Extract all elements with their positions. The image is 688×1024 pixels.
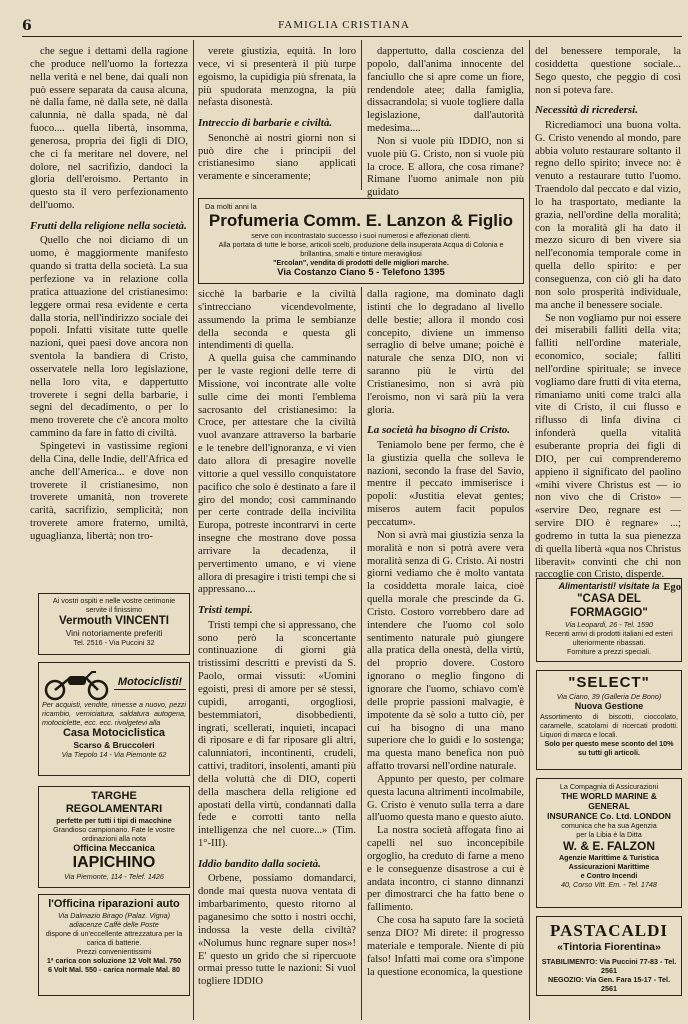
section-heading: La società ha bisogno di Cristo. <box>367 424 511 437</box>
select-ad <box>536 670 682 770</box>
ad-text: Nuova Gestione <box>574 701 644 711</box>
ad-address: Via Piemonte, 114 - Telef. 1426 <box>64 872 164 881</box>
column-divider <box>361 287 362 1020</box>
ad-text: perfette per tutti i tipi di macchine <box>56 816 172 825</box>
paragraph: dappertutto, dalla coscienza del popolo, dall'anima innocente del fanciullo che si apre come un fiore, rendendole atee; dalla famiglia, dissacrandola; si vuole togliere dalla legislazione, dall'autorità medesima.... <box>367 46 524 135</box>
ad-text: Recenti arrivi di prodotti italiani ed esteri ulteriormente ribassati. <box>545 629 673 647</box>
paragraph: A quella guisa che camminando per le vaste regioni delle terre di Missione, voi incontrate alle volte sulle cime dei monti l'emblema sacrosanto del cristianesimo: la Croce, per attestare che la civiltà vuol avanzare attraverso la barbarie e le tenebre dell'ignoranza, e vi vien dato allora di presagire novelle vittorie a quel vessillo conquistatore pacifico che solo è destinato a fare il giro del mondo; così camminando per certe contrade della incivilita Europa, potreste incontrarvi in certe insegne che mostrano dove possa arrivare la decadenza, il pervertimento umano, e vi viene allora di presagire i tristi tempi che si appressano.... <box>198 353 356 596</box>
paragraph: Spingetevi in vastissime regioni della Cina, delle Indie, dell'Africa ed anche dell'America... e dove non troverete il cristianesimo, non troverete umanità, non troverete carità, sacrifizio, semplicità; non troverete amore fraterno, umiltà, uguaglianza, libertà; non tro- <box>30 440 188 542</box>
column-divider <box>361 40 362 190</box>
worldmarine-ad <box>536 778 682 908</box>
header-rule <box>22 36 682 37</box>
ad-text: Vini notoriamente preferiti <box>65 628 163 638</box>
ad-text: Scarso & Bruccoleri <box>73 740 155 750</box>
ad-address: Via Tiepolo 14 - Via Piemonte 62 <box>61 750 167 759</box>
officina-title: l'Officina riparazioni auto <box>48 898 180 910</box>
paragraph: sicchè la barbarie e la civiltà s'intrecciano vicendevolmente, assumendo la prima le sembianze della seconda e questa gli intendimenti di quella. <box>198 289 356 352</box>
pastacaldi-ad <box>536 916 682 996</box>
ad-text: NEGOZIO: Via Gen. Fara 15-17 - Tel. 2561 <box>548 975 670 993</box>
section-heading: Tristi tempi. <box>198 604 253 617</box>
worldmarine-name: THE WORLD MARINE & GENERAL <box>561 791 657 811</box>
paragraph: Che cosa ha saputo fare la società senza DIO? Mi direte: il progresso materiale e temporale. Niente di più falso! Infatti mai come ora s'impone la questione economica, la questione <box>367 915 524 978</box>
ad-intro: Da molti anni la <box>205 202 257 211</box>
paragraph: Se non vogliamo pur noi essere dei miserabili falliti della vita; falliti nell'ordine materiale, economico, sociale; falliti nell'ordine spirituale; se invece vogliamo dare frutti di vita eterna, rimaniamo uniti come tralci alla vite di Cristo, il cui flusso e riflusso di linfa divina ci infonderà quella vitalità esuberante propria dei figli di DIO, per cui comprenderemo appieno il significato del paolino «mihi vivere Christus est — io non vivo che di Cristo» — «servire Deo, regnare est — servire DIO è regnare» ...; godremo in tutta la sua pienezza di quella libertà «qua nos Christus liberavit» convinti che chi non raccoglie con Cristo, disperde. <box>535 312 681 581</box>
paragraph: Quello che noi diciamo di un uomo, è maggiormente manifesto quando si tratta della società. La sua perfezione va in relazione colla pratica attuazione del cristianesimo: leggere ormai resa evidente e certa dalla storia, nell'indirizzo sociale dei popoli. Infatti visitate tutte quelle nazioni, quei paesi dove ancora non sventola la bandiera di Cristo, osservatele nella loro legislazione, nella loro vita, e dappertutto troverete i segni della barbarie, i segni del decadimento, o per lo meno troverete che c'è ancora molto cammino da fare in fatto di civiltà. <box>30 235 188 440</box>
profumeria-name: Profumeria Comm. E. Lanzon & Figlio <box>208 211 514 230</box>
ad-text: Ai vostri ospiti e nelle vostre cerimonie servite il finissimo <box>52 596 176 614</box>
ad-text: Alla portata di tutte le borse, articoli scelti, produzione della insuperata Acqua di Colonia e brillantina, smalti e tinture meravigliosi <box>218 240 504 258</box>
column-divider <box>193 40 194 1020</box>
vermouth-name: Vermouth VINCENTI <box>59 615 169 627</box>
profumeria-ad <box>198 198 524 284</box>
ad-address: 40, Corso Vitt. Em. - Tel. 1748 <box>561 880 657 889</box>
select-name: "SELECT" <box>568 674 650 691</box>
article-column-2-top <box>198 46 356 196</box>
ad-text: Grandioso campionario. Fate le vostre ordinazioni alla nota <box>53 825 175 843</box>
ad-text: e Contro Incendi <box>580 871 638 880</box>
section-heading: Iddio bandito dalla società. <box>198 857 321 870</box>
section-heading: Frutti della religione nella società. <box>30 219 187 232</box>
paragraph: Non si vuole più IDDIO, non si vuole più G. Cristo, non si vuole più la croce. E allora, che cosa rimane? Rimane l'uomo animale non più guidato <box>367 135 524 199</box>
iapichino-name: IAPICHINO <box>72 854 156 871</box>
paragraph: Tristi tempi che si appressano, che sono però la sconcertante continuazione di giorni già tristissimi descritti e previsti da S. Paolo, ormai vissuti: «Uomini egoisti, presi di amore per sè stessi, cupidi, arroganti, orgogliosi, bestemmiatori, disobbedienti, ingrati, scellerati, inquieti, incapaci di riposare e di far riposare gli altri, calunniatori, incontinenti, crudeli, cattivi, traditori, insolenti, amanti più della voluttà che di DIO, coperti della maschera della religione ed apostati della virtù, condannati dalla fede e corrotti tanto nella intelligenza che nel cuore...» (Tim. 1°-III). <box>198 619 356 850</box>
motocicli-brand: Motociclisti! <box>114 676 186 690</box>
targhe-title: TARGHE REGOLAMENTARI <box>65 790 163 815</box>
ad-text: Officina Meccanica <box>73 843 155 853</box>
page-header <box>0 0 688 40</box>
ad-address: Via Leopardi, 26 - Tel. 1590 <box>565 620 653 629</box>
ad-text: dispone di un'eccellente attrezzatura per la carica di batterie. <box>45 929 183 947</box>
paragraph: Senonchè ai nostri giorni non si può dire che i principii del cristianesimo siano applicati veramente e sinceramente; <box>198 132 356 183</box>
article-column-3-top <box>367 46 524 199</box>
page-number: 6 <box>22 18 32 34</box>
column-divider <box>529 40 530 1020</box>
formaggio-name: "CASA DEL FORMAGGIO" <box>570 593 648 619</box>
ad-text: Assicurazioni Marittime <box>568 862 650 871</box>
paragraph: Orbene, possiamo domandarci, donde mai questa nuova ventata di imbarbarimento, questo ritorno al paganesimo che sotto i nostri occhi, indossa la veste della civiltà? «Nolumus hunc regnare super nos»! E' questo un grido che si ripercuote ormai presso tutte le nazioni: Si vuol togliere IDDIO <box>198 873 356 988</box>
ad-address: Via Costanzo Ciano 5 - Telefono 1395 <box>277 267 445 278</box>
ad-text: serve con incontrastato successo i suoi numerosi e affezionati clienti. <box>251 231 471 240</box>
worldmarine-name: INSURANCE Co. Ltd. LONDON <box>547 811 671 821</box>
ad-text: per la Libia è la Ditta <box>576 830 642 839</box>
section-heading: Necessità di ricredersi. <box>535 104 638 117</box>
paragraph: Ricrediamoci una buona volta. G. Cristo venendo al mondo, pare abbia voluto restaurare soltanto il regno dello spirito; invece no: è venuto a restaurare tutto l'uomo. Traendolo dal peccato e dal vizio, lo ha trasportato, mediante la grazia, nell'ordine della moralità; con la moralità gli ha dato il mezzo sicuro di ben vivere sia nell'economia temporale come in quella dello spirito: e per conseguenza, con ciò gli ha dato non solo prosperità individuale, ma anche il benessere sociale. <box>535 119 681 311</box>
ad-text: Alimentaristi! visitate la <box>558 581 660 591</box>
ad-text: 6 Volt Mal. 550 - carica normale Mal. 80 <box>47 965 181 974</box>
paragraph: verete giustizia, equità. In loro vece, vi si presenterà il più turpe egoismo, la cupidigia più sfrenata, la più spudorata menzogna, la più nefasta disonestà. <box>198 46 356 109</box>
formaggio-ad <box>536 578 682 662</box>
motocicli-name: Casa Motociclistica <box>62 727 166 739</box>
ad-text: Prezzi convenientissimi <box>76 947 152 956</box>
ad-text: Agenzie Marittime & Turistica <box>558 853 660 862</box>
targhe-ad <box>38 786 190 888</box>
article-column-2-bottom <box>198 289 356 1020</box>
paragraph: Teniamolo bene per fermo, che è la giustizia quella che solleva le nazioni, secondo la frase del Savio, mentre il peccato immiserisce i popoli: «Justitia elevat gentes; miseros autem facit populos peccatum». <box>367 439 524 528</box>
paragraph: Appunto per questo, per colmare questa lacuna altrimenti incolmabile, G. Cristo è venuto sulla terra a dare all'uomo questa mano e questo aiuto. <box>367 773 524 824</box>
paragraph: che segue i dettami della ragione che produce nell'uomo la fortezza nella verità e nel bene, dai quali non può essere separata da causa alcuna, nè dalla fame, nè dalla sete, nè dalla calunnia, nè dalla spada, nè dal fuoco.... quella libertà, insomma, generosa, propria dei figli di DIO, che ci fa meritare nel dovere, nel dolore, nel sacrifizio, dandoci la gloria dell'eroismo. Pertanto in questo sta il vero perfezionamento dell'uomo. <box>30 46 188 212</box>
ad-phone: Tel. 2516 - Via Puccini 32 <box>73 638 155 647</box>
ad-text: "Ercolan", vendita di prodotti delle migliori marche. <box>273 258 449 267</box>
pastacaldi-name: PASTACALDI <box>550 921 668 940</box>
ad-text: Assortimento di biscotti, cioccolato, caramelle, scatolami di ricercati prodotti. Liquori di marca e locali. <box>540 712 678 739</box>
paragraph: del benessere temporale, la cosiddetta questione sociale... Sego questo, che peggio di così non si poteva fare. <box>535 46 681 96</box>
ad-address: Via Ciano, 39 (Galleria De Bono) <box>556 692 662 701</box>
ad-text: STABILIMENTO: Via Puccini 77-83 - Tel. 2561 <box>541 957 677 975</box>
vermouth-ad <box>38 593 190 655</box>
ad-text: Per acquisti, vendite, rimesse a nuovo, pezzi ricambio, verniciatura, saldatura autogena, motociclette, ecc. ecc. rivolgetevi alla <box>42 700 186 727</box>
article-column-3-bottom <box>367 289 524 1020</box>
tintoria-name: «Tintoria Fiorentina» <box>557 941 661 953</box>
motorcycle-icon <box>42 666 112 700</box>
paragraph: dalla ragione, ma dominato dagli istinti che lo degradano al livello delle bestie; allora il mondo così concepito, diviene un immenso serraglio di belve umane; poichè è naturale che senza DIO, non vi saranno più le virtù del Cristianesimo, non si avrà più l'eroismo, non vi sarà più la vera gloria. <box>367 289 524 416</box>
section-heading: Intreccio di barbarie e civiltà. <box>198 117 333 130</box>
paragraph: Non si avrà mai giustizia senza la moralità e non si potrà avere vera moralità senza di G. Cristo. Ai nostri giorni vediamo che è molto vantata la cosiddetta morale laica, cioè quella morale che prescinde da G. Cristo. Costoro vorrebbero dare ad intendere che l'uomo col solo sentimento naturale può giungere alla pratica della onestà, della virtù, del proprio dovere. Costoro ignorano o meglio fingono di ignorare che l'uomo, schiavo com'è delle proprie passioni malvagie, è impotente da sè solo a tutto ciò, per cui ha bisogno di una mano superiore che lo guidi e lo sostenga; ma questa mano benefica non può affatto trovarsi nell'ordine naturale. <box>367 529 524 773</box>
ad-promo: Solo per questo mese sconto del 10% su tutti gli articoli. <box>544 739 674 757</box>
article-column-1 <box>30 46 188 588</box>
paragraph: La nostra società affogata fino ai capelli nel suo inconcepibile orgoglio, ha creduto di farne a meno e le conseguenze disastrose a cui è andata incontro, ci stanno dinnanzi per dimostrarci che ha fatto bene o fallimento. <box>367 825 524 914</box>
motocicli-ad <box>38 662 190 776</box>
ad-text: La Compagnia di Assicurazioni <box>559 782 659 791</box>
ad-text: Forniture a prezzi speciali. <box>567 647 651 656</box>
ad-text: 1ª carica con soluzione 12 Volt Mal. 750 <box>46 956 182 965</box>
author-signature: Ego <box>663 582 681 594</box>
officina-ad <box>38 894 190 996</box>
magazine-title: FAMIGLIA CRISTIANA <box>278 19 410 31</box>
falzon-name: W. & E. FALZON <box>563 839 655 853</box>
ad-text: Via Dalmazio Birago (Palaz. Vigna) adiacenze Caffè delle Poste <box>58 911 170 929</box>
ad-text: comunica che ha sua Agenzia <box>561 821 657 830</box>
